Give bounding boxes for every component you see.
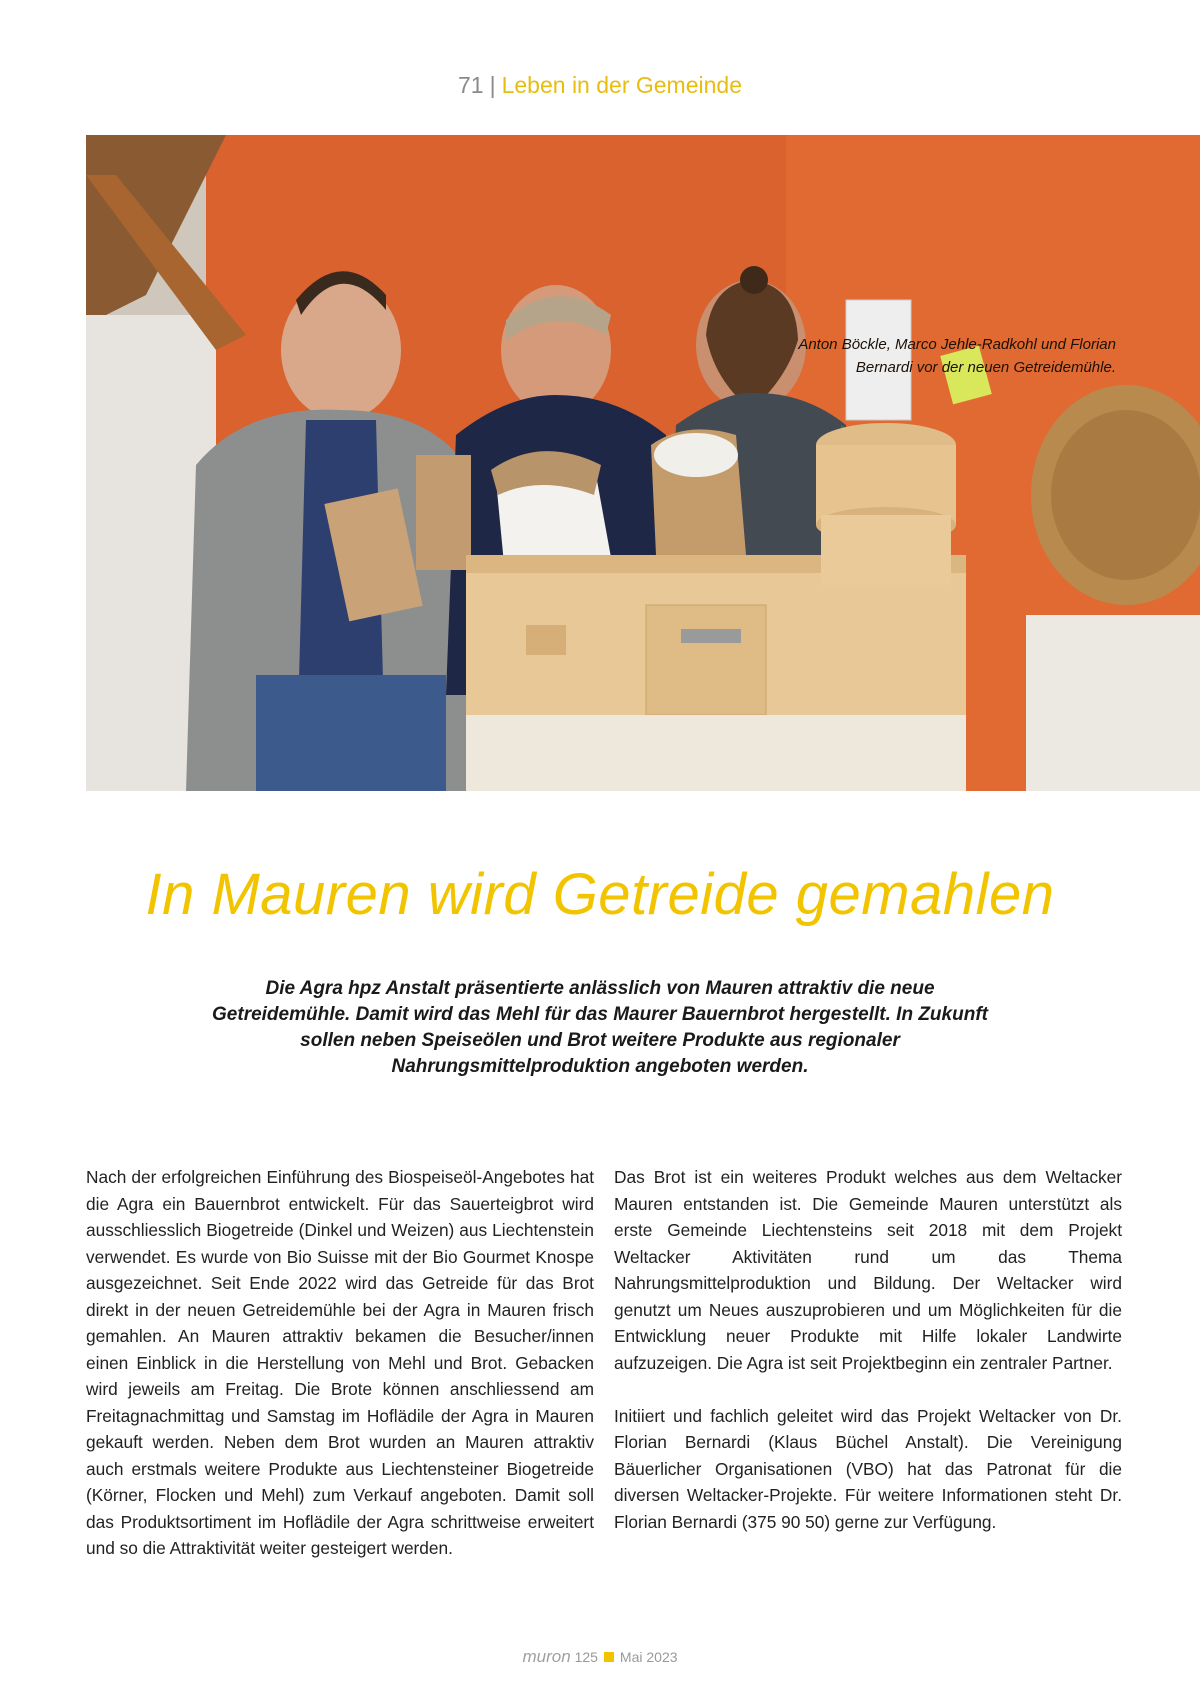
page-footer <box>0 1648 1200 1666</box>
article-column-right <box>614 1164 1122 1535</box>
photo-caption: Anton Böckle, Marco Jehle-Radkohl und Florian Bernardi vor der neuen Getreidemühle. <box>798 336 1116 376</box>
page-header <box>0 70 1200 100</box>
article-column-left <box>86 1164 594 1562</box>
body-paragraph: Nach der erfolgreichen Einführung des Biospeiseöl-Angebotes hat die Agra ein Bauernbrot entwickelt. Für das Sauerteigbrot wird ausschliesslich Biogetreide (Dinkel und Weizen) aus Liechtenstein verwendet. Es wurde von Bio Suisse mit der Bio Gourmet Knospe ausgezeichnet. Seit Ende 2022 wird das Getreide für das Brot direkt in der neuen Getreidemühle bei der Agra in Mauren frisch gemahlen. An Mauren attraktiv bekamen die Besucher/innen einen Einblick in die Herstellung von Mehl und Brot. Gebacken wird jeweils am Freitag. Die Brote können anschliessend am Freitagnachmittag und Samstag im Hoflädile der Agra in Mauren gekauft werden. Neben dem Brot wurden an Mauren attraktiv auch erstmals weitere Produkte aus Liechtensteiner Biogetreide (Körner, Flocken und Mehl) zum Verkauf angeboten. Damit soll das Produktsortiment im Hoflädile der Agra schrittweise erweitert und so die Attraktivität weiter gesteigert werden. <box>86 1167 594 1558</box>
footer-square-icon <box>604 1652 614 1662</box>
body-paragraph: Das Brot ist ein weiteres Produkt welches aus dem Weltacker Mauren entstanden ist. Die Gemeinde Mauren unterstützt als erste Gemeinde Liechtensteins seit 2018 mit dem Projekt Weltacker Aktivitäten rund um das Thema Nahrungsmittelproduktion und Bildung. Der Weltacker wird genutzt um Neues auszuprobieren und um Möglichkeiten für die Entwicklung neuer Produkte mit Hilfe lokaler Landwirte aufzuzeigen. Die Agra ist seit Projektbeginn ein zentraler Partner. <box>614 1167 1122 1373</box>
footer-date: Mai 2023 <box>619 1649 678 1665</box>
section-title: Leben in der Gemeinde <box>501 72 742 98</box>
page-number: 71 <box>458 72 484 98</box>
article-title: In Mauren wird Getreide gemahlen <box>145 862 1055 927</box>
article-photo <box>86 135 1200 791</box>
footer-brand: muron <box>522 1647 571 1666</box>
header-separator: | <box>489 72 496 98</box>
footer-issue: 125 <box>574 1649 598 1665</box>
article-lead: Die Agra hpz Anstalt präsentierte anlässlich von Mauren attraktiv die neue Getreidemühle. Damit wird das Mehl für das Maurer Bauernbrot hergestellt. In Zukunft sollen neben Speiseölen und Brot weitere Produkte aus regionaler Nahrungsmittelproduktion angeboten werden. <box>212 978 988 1077</box>
photo-illustration <box>86 135 1200 791</box>
body-paragraph: Initiiert und fachlich geleitet wird das Projekt Weltacker von Dr. Florian Bernardi (Klaus Büchel Anstalt). Die Vereinigung Bäuerlicher Organisationen (VBO) hat das Patronat für die diversen Weltacker-Projekte. Für weitere Informationen steht Dr. Florian Bernardi (375 90 50) gerne zur Verfügung. <box>614 1405 1122 1532</box>
